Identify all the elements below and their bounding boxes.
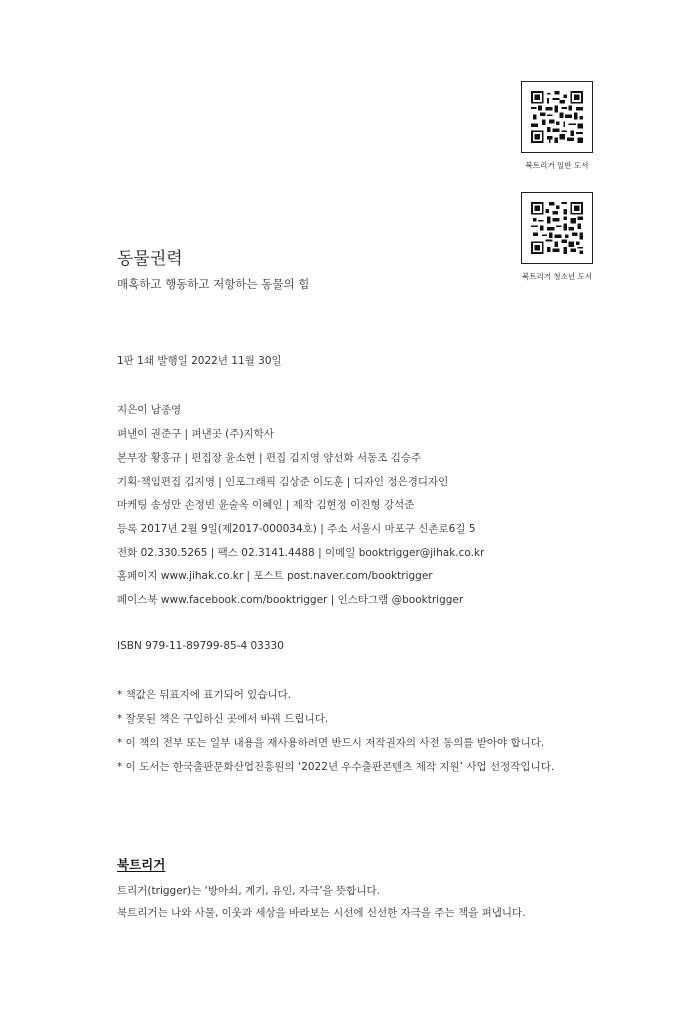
qr-code-youth[interactable] <box>521 192 593 264</box>
credit-social: 페이스북 www.facebook.com/booktrigger | 인스타그램 @booktrigger <box>117 594 464 606</box>
qr-caption-youth: 북트리거 청소년 도서 <box>522 272 592 281</box>
isbn: ISBN 979-11-89799-85-4 03330 <box>117 640 284 652</box>
note-exchange: * 잘못된 책은 구입하신 곳에서 바꿔 드립니다. <box>117 713 329 725</box>
credit-registration-address: 등록 2017년 2월 9일(제2017-000034호) | 주소 서울시 마포구 신촌로6길 5 <box>117 523 476 535</box>
credit-homepage-post: 홈페이지 www.jihak.co.kr | 포스트 post.naver.com/booktrigger <box>117 570 433 582</box>
credit-author: 지은이 남종영 <box>117 404 182 416</box>
note-copyright: * 이 책의 전부 또는 일부 내용을 재사용하려면 반드시 저작권자의 사전 동의를 받아야 합니다. <box>117 737 545 749</box>
qr-code-icon <box>531 202 583 254</box>
note-grant: * 이 도서는 한국출판문화산업진흥원의 ‘2022년 우수출판콘텐츠 제작 지원’ 사업 선정작입니다. <box>117 761 555 773</box>
edition-date: 1판 1쇄 발행일 2022년 11월 30일 <box>117 355 282 367</box>
credit-marketing-production: 마케팅 송성만 손정빈 윤술옥 이혜인 | 제작 김현정 이진형 강석준 <box>117 499 415 511</box>
credit-planning-design: 기획·책임편집 김지영 | 인포그래픽 김상준 이도훈 | 디자인 정은경디자인 <box>117 476 449 488</box>
qr-caption-general: 북트리거 일반 도서 <box>525 161 589 170</box>
qr-code-icon <box>531 91 583 143</box>
credit-contact: 전화 02.330.5265 | 팩스 02.3141.4488 | 이메일 booktrigger@jihak.co.kr <box>117 547 485 559</box>
note-price: * 책값은 뒤표지에 표기되어 있습니다. <box>117 689 292 701</box>
brand-description-2: 북트리거는 나와 사물, 이웃과 세상을 바라보는 시선에 신선한 자극을 주는 책을 펴냅니다. <box>117 907 526 919</box>
credit-publisher: 펴낸이 권준구 | 펴낸곳 (주)지학사 <box>117 428 274 440</box>
brand-logo: 북트리거 <box>117 857 166 872</box>
book-subtitle: 매혹하고 행동하고 저항하는 동물의 힘 <box>117 277 310 291</box>
qr-code-general[interactable] <box>521 81 593 153</box>
credit-editorial: 본부장 황홍규 | 편집장 윤소현 | 편집 김지영 양선화 서동조 김승주 <box>117 452 422 464</box>
book-title: 동물권력 <box>117 249 183 269</box>
brand-description-1: 트리거(trigger)는 ‘방아쇠, 계기, 유인, 자극’을 뜻합니다. <box>117 885 380 897</box>
